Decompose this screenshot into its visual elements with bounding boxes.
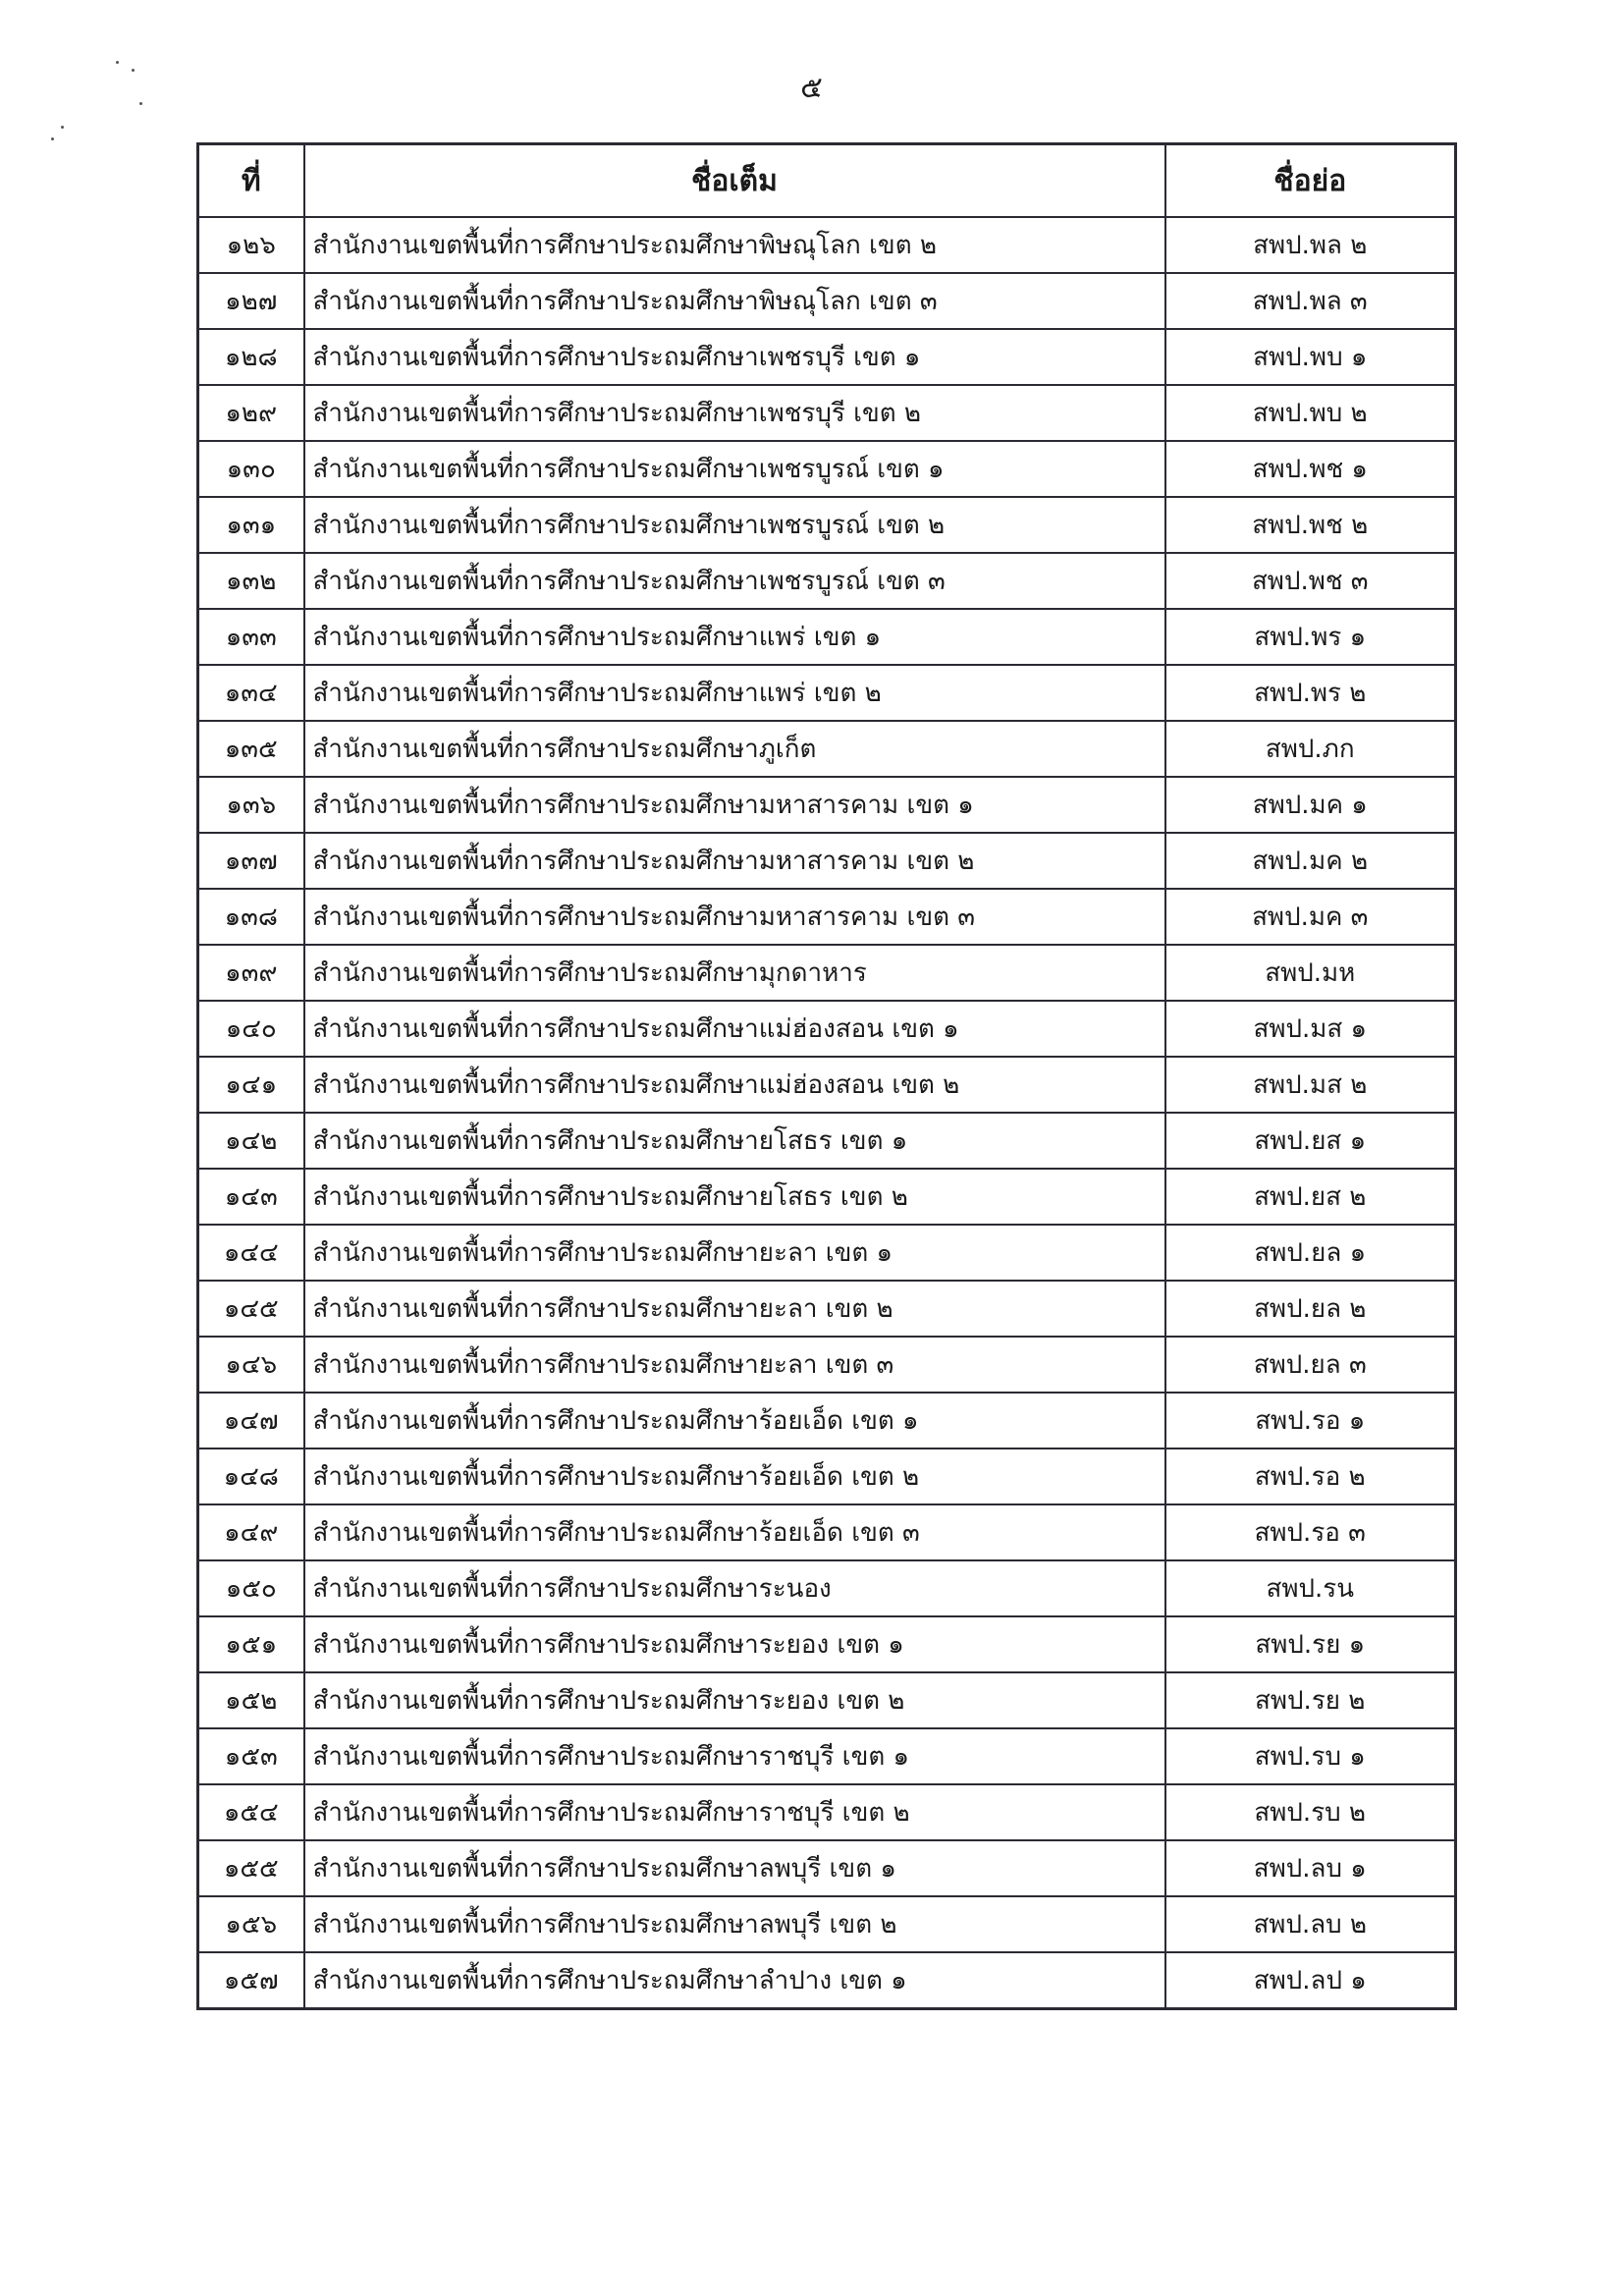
row-number: ๑๔๘ <box>198 1449 304 1504</box>
row-number: ๑๓๗ <box>198 833 304 889</box>
office-abbreviation: สพป.รย ๑ <box>1165 1616 1456 1672</box>
row-number: ๑๓๓ <box>198 609 304 665</box>
row-number: ๑๔๕ <box>198 1281 304 1337</box>
office-abbreviation: สพป.รอ ๑ <box>1165 1393 1456 1449</box>
scan-speck <box>51 137 54 140</box>
row-number: ๑๔๑ <box>198 1057 304 1113</box>
row-number: ๑๓๘ <box>198 889 304 945</box>
office-full-name: สำนักงานเขตพื้นที่การศึกษาประถมศึกษามุกดาหาร <box>304 945 1165 1001</box>
table-row <box>198 945 1456 1001</box>
office-full-name: สำนักงานเขตพื้นที่การศึกษาประถมศึกษาเพชรบุรี เขต ๑ <box>304 329 1165 385</box>
office-abbreviation: สพป.มห <box>1165 945 1456 1001</box>
table-row <box>198 1225 1456 1281</box>
office-full-name: สำนักงานเขตพื้นที่การศึกษาประถมศึกษาลำปาง เขต ๑ <box>304 1952 1165 2009</box>
header-no: ที่ <box>198 144 304 218</box>
table-row <box>198 1057 1456 1113</box>
office-full-name: สำนักงานเขตพื้นที่การศึกษาประถมศึกษาแพร่ เขต ๒ <box>304 665 1165 721</box>
office-abbreviation: สพป.ยส ๒ <box>1165 1169 1456 1225</box>
office-full-name: สำนักงานเขตพื้นที่การศึกษาประถมศึกษายะลา เขต ๒ <box>304 1281 1165 1337</box>
table-row <box>198 833 1456 889</box>
table-row <box>198 1337 1456 1393</box>
row-number: ๑๓๖ <box>198 777 304 833</box>
office-full-name: สำนักงานเขตพื้นที่การศึกษาประถมศึกษาลพบุรี เขต ๒ <box>304 1896 1165 1952</box>
office-full-name: สำนักงานเขตพื้นที่การศึกษาประถมศึกษาแม่ฮ่องสอน เขต ๑ <box>304 1001 1165 1057</box>
office-full-name: สำนักงานเขตพื้นที่การศึกษาประถมศึกษาระนอง <box>304 1560 1165 1616</box>
office-full-name: สำนักงานเขตพื้นที่การศึกษาประถมศึกษามหาสารคาม เขต ๒ <box>304 833 1165 889</box>
table-row <box>198 609 1456 665</box>
office-abbreviation: สพป.ยล ๑ <box>1165 1225 1456 1281</box>
office-full-name: สำนักงานเขตพื้นที่การศึกษาประถมศึกษาแพร่ เขต ๑ <box>304 609 1165 665</box>
office-full-name: สำนักงานเขตพื้นที่การศึกษาประถมศึกษาร้อยเอ็ด เขต ๒ <box>304 1449 1165 1504</box>
row-number: ๑๓๑ <box>198 497 304 553</box>
table-row <box>198 553 1456 609</box>
office-full-name: สำนักงานเขตพื้นที่การศึกษาประถมศึกษาเพชรบูรณ์ เขต ๒ <box>304 497 1165 553</box>
office-abbreviation: สพป.ยล ๓ <box>1165 1337 1456 1393</box>
office-full-name: สำนักงานเขตพื้นที่การศึกษาประถมศึกษาภูเก็ต <box>304 721 1165 777</box>
table-row <box>198 1896 1456 1952</box>
office-full-name: สำนักงานเขตพื้นที่การศึกษาประถมศึกษายโสธร เขต ๒ <box>304 1169 1165 1225</box>
table-row <box>198 1281 1456 1337</box>
row-number: ๑๔๓ <box>198 1169 304 1225</box>
table-row <box>198 1393 1456 1449</box>
row-number: ๑๒๗ <box>198 273 304 329</box>
office-full-name: สำนักงานเขตพื้นที่การศึกษาประถมศึกษายะลา เขต ๓ <box>304 1337 1165 1393</box>
office-full-name: สำนักงานเขตพื้นที่การศึกษาประถมศึกษามหาสารคาม เขต ๓ <box>304 889 1165 945</box>
office-abbreviation: สพป.พร ๑ <box>1165 609 1456 665</box>
row-number: ๑๒๘ <box>198 329 304 385</box>
row-number: ๑๔๗ <box>198 1393 304 1449</box>
office-full-name: สำนักงานเขตพื้นที่การศึกษาประถมศึกษาเพชรบูรณ์ เขต ๑ <box>304 441 1165 497</box>
office-abbreviation: สพป.พร ๒ <box>1165 665 1456 721</box>
row-number: ๑๔๙ <box>198 1504 304 1560</box>
office-abbreviation: สพป.มค ๑ <box>1165 777 1456 833</box>
office-full-name: สำนักงานเขตพื้นที่การศึกษาประถมศึกษาระยอง เขต ๒ <box>304 1672 1165 1728</box>
table-row <box>198 1840 1456 1896</box>
table-row <box>198 385 1456 441</box>
office-abbreviation: สพป.รน <box>1165 1560 1456 1616</box>
table-row <box>198 497 1456 553</box>
row-number: ๑๕๖ <box>198 1896 304 1952</box>
office-abbreviation: สพป.รอ ๒ <box>1165 1449 1456 1504</box>
header-abbreviation: ชื่อย่อ <box>1165 144 1456 218</box>
office-full-name: สำนักงานเขตพื้นที่การศึกษาประถมศึกษามหาสารคาม เขต ๑ <box>304 777 1165 833</box>
header-row <box>198 144 1456 218</box>
office-abbreviation: สพป.พช ๒ <box>1165 497 1456 553</box>
office-abbreviation: สพป.ลบ ๑ <box>1165 1840 1456 1896</box>
office-abbreviation: สพป.ยล ๒ <box>1165 1281 1456 1337</box>
table-row <box>198 1113 1456 1169</box>
office-abbreviation-table <box>196 142 1457 2010</box>
office-abbreviation: สพป.พบ ๒ <box>1165 385 1456 441</box>
office-full-name: สำนักงานเขตพื้นที่การศึกษาประถมศึกษาราชบุรี เขต ๑ <box>304 1728 1165 1784</box>
office-abbreviation: สพป.มค ๒ <box>1165 833 1456 889</box>
page-number: ๕ <box>800 71 823 105</box>
office-full-name: สำนักงานเขตพื้นที่การศึกษาประถมศึกษาแม่ฮ่องสอน เขต ๒ <box>304 1057 1165 1113</box>
row-number: ๑๕๔ <box>198 1784 304 1840</box>
row-number: ๑๒๖ <box>198 217 304 273</box>
row-number: ๑๓๙ <box>198 945 304 1001</box>
office-full-name: สำนักงานเขตพื้นที่การศึกษาประถมศึกษาร้อยเอ็ด เขต ๑ <box>304 1393 1165 1449</box>
row-number: ๑๕๒ <box>198 1672 304 1728</box>
row-number: ๑๓๕ <box>198 721 304 777</box>
office-full-name: สำนักงานเขตพื้นที่การศึกษาประถมศึกษาระยอง เขต ๑ <box>304 1616 1165 1672</box>
table-header <box>198 144 1456 218</box>
table-row <box>198 273 1456 329</box>
header-full-name: ชื่อเต็ม <box>304 144 1165 218</box>
office-abbreviation: สพป.มส ๒ <box>1165 1057 1456 1113</box>
table-body <box>198 217 1456 2009</box>
office-abbreviation: สพป.รย ๒ <box>1165 1672 1456 1728</box>
row-number: ๑๔๔ <box>198 1225 304 1281</box>
table-row <box>198 1784 1456 1840</box>
table-row <box>198 217 1456 273</box>
table-row <box>198 1672 1456 1728</box>
table-row <box>198 1728 1456 1784</box>
office-abbreviation: สพป.มส ๑ <box>1165 1001 1456 1057</box>
row-number: ๑๕๐ <box>198 1560 304 1616</box>
table-row <box>198 665 1456 721</box>
table-row <box>198 1001 1456 1057</box>
table-row <box>198 1616 1456 1672</box>
office-abbreviation: สพป.พบ ๑ <box>1165 329 1456 385</box>
row-number: ๑๔๒ <box>198 1113 304 1169</box>
row-number: ๑๒๙ <box>198 385 304 441</box>
office-abbreviation: สพป.รอ ๓ <box>1165 1504 1456 1560</box>
office-abbreviation: สพป.พช ๓ <box>1165 553 1456 609</box>
office-abbreviation: สพป.รบ ๒ <box>1165 1784 1456 1840</box>
scan-speck <box>61 126 64 129</box>
row-number: ๑๕๓ <box>198 1728 304 1784</box>
office-abbreviation: สพป.พล ๓ <box>1165 273 1456 329</box>
table-row <box>198 1504 1456 1560</box>
office-full-name: สำนักงานเขตพื้นที่การศึกษาประถมศึกษาเพชรบูรณ์ เขต ๓ <box>304 553 1165 609</box>
table-row <box>198 329 1456 385</box>
table-row <box>198 1952 1456 2009</box>
table-row <box>198 441 1456 497</box>
office-full-name: สำนักงานเขตพื้นที่การศึกษาประถมศึกษายะลา เขต ๑ <box>304 1225 1165 1281</box>
table-row <box>198 1449 1456 1504</box>
office-abbreviation: สพป.ลบ ๒ <box>1165 1896 1456 1952</box>
office-abbreviation: สพป.พล ๒ <box>1165 217 1456 273</box>
office-abbreviation: สพป.ภก <box>1165 721 1456 777</box>
row-number: ๑๕๑ <box>198 1616 304 1672</box>
row-number: ๑๓๐ <box>198 441 304 497</box>
row-number: ๑๔๐ <box>198 1001 304 1057</box>
row-number: ๑๓๔ <box>198 665 304 721</box>
office-abbreviation: สพป.มค ๓ <box>1165 889 1456 945</box>
office-abbreviation: สพป.พช ๑ <box>1165 441 1456 497</box>
office-full-name: สำนักงานเขตพื้นที่การศึกษาประถมศึกษาเพชรบุรี เขต ๒ <box>304 385 1165 441</box>
office-full-name: สำนักงานเขตพื้นที่การศึกษาประถมศึกษาพิษณุโลก เขต ๓ <box>304 273 1165 329</box>
scan-speck <box>116 61 119 64</box>
office-full-name: สำนักงานเขตพื้นที่การศึกษาประถมศึกษาร้อยเอ็ด เขต ๓ <box>304 1504 1165 1560</box>
row-number: ๑๓๒ <box>198 553 304 609</box>
table-row <box>198 889 1456 945</box>
table-row <box>198 1169 1456 1225</box>
office-full-name: สำนักงานเขตพื้นที่การศึกษาประถมศึกษาพิษณุโลก เขต ๒ <box>304 217 1165 273</box>
row-number: ๑๕๕ <box>198 1840 304 1896</box>
office-abbreviation: สพป.ยส ๑ <box>1165 1113 1456 1169</box>
office-full-name: สำนักงานเขตพื้นที่การศึกษาประถมศึกษาลพบุรี เขต ๑ <box>304 1840 1165 1896</box>
office-abbreviation: สพป.ลป ๑ <box>1165 1952 1456 2009</box>
table-row <box>198 1560 1456 1616</box>
row-number: ๑๕๗ <box>198 1952 304 2009</box>
office-full-name: สำนักงานเขตพื้นที่การศึกษาประถมศึกษายโสธร เขต ๑ <box>304 1113 1165 1169</box>
office-abbreviation: สพป.รบ ๑ <box>1165 1728 1456 1784</box>
table-row <box>198 721 1456 777</box>
table-row <box>198 777 1456 833</box>
row-number: ๑๔๖ <box>198 1337 304 1393</box>
office-full-name: สำนักงานเขตพื้นที่การศึกษาประถมศึกษาราชบุรี เขต ๒ <box>304 1784 1165 1840</box>
